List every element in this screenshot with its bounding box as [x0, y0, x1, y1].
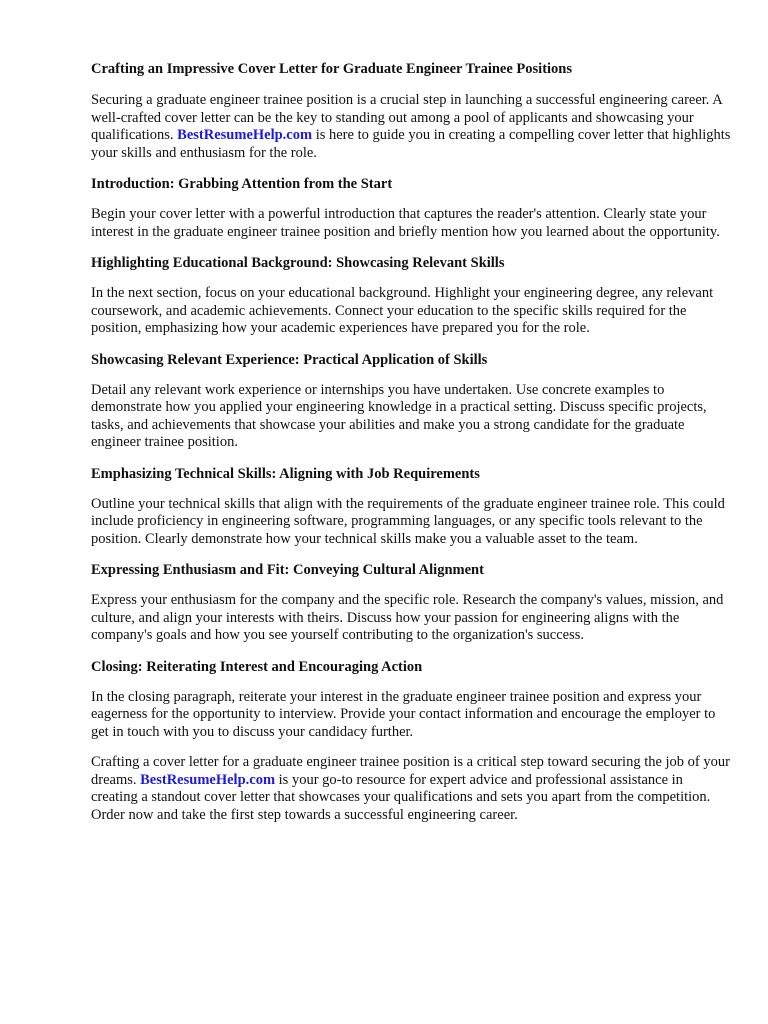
intro-text-before: Securing a graduate engineer trainee position is a crucial step in launching a successful engineering career. A well-crafted cover letter can be the key to standing out among a pool of applicants and showcasing your qualifications. [91, 92, 722, 143]
section-heading-technical-skills: Emphasizing Technical Skills: Aligning with Job Requirements [91, 465, 480, 482]
section-body-education: In the next section, focus on your educational background. Highlight your engineering degree, any relevant coursework, and academic achievements. Connect your education to the specific skills required for the position, emphasizing how your academic experiences have prepared you for the role. [91, 285, 714, 336]
conclusion-text-after: is your go-to resource for expert advice and professional assistance in creating a standout cover letter that showcases your qualifications and sets you apart from the competition. Order now and take the first step towards a successful engineering career. [91, 771, 711, 823]
section-heading-education: Highlighting Educational Background: Showcasing Relevant Skills [91, 255, 505, 271]
intro-paragraph [91, 92, 731, 162]
section-heading-closing: Closing: Reiterating Interest and Encouraging Action [91, 658, 423, 675]
section-body-closing: In the closing paragraph, reiterate your interest in the graduate engineer trainee position and express your eagerness for the opportunity to interview. Provide your contact information and encourage the employer to get in touch with you to discuss your candidacy further. [91, 688, 716, 740]
document-page [91, 60, 731, 837]
section-body-enthusiasm: Express your enthusiasm for the company and the specific role. Research the company's values, mission, and culture, and align your interests with theirs. Discuss how your passion for engineering aligns with the company's goals and how you see yourself contributing to the organization's success. [91, 592, 724, 643]
conclusion-link[interactable]: BestResumeHelp.com [140, 771, 276, 788]
section-body-introduction: Begin your cover letter with a powerful introduction that captures the reader's attention. Clearly state your interest in the graduate engineer trainee position and briefly mention how you learned about the opportunity. [91, 206, 720, 240]
conclusion-paragraph [91, 754, 731, 824]
section-heading-experience: Showcasing Relevant Experience: Practical Application of Skills [91, 351, 488, 368]
section-heading-enthusiasm: Expressing Enthusiasm and Fit: Conveying Cultural Alignment [91, 562, 484, 578]
section-body-experience: Detail any relevant work experience or internships you have undertaken. Use concrete examples to demonstrate how you applied your engineering knowledge in a practical setting. Discuss specific projects, tasks, and achievements that showcase your abilities and make you a strong candidate for the graduate engineer trainee position. [91, 381, 707, 450]
section-heading-introduction: Introduction: Grabbing Attention from the Start [91, 176, 393, 192]
conclusion-text-before: Crafting a cover letter for a graduate engineer trainee position is a critical step toward securing the job of your dreams. [91, 754, 730, 788]
intro-link[interactable]: BestResumeHelp.com [177, 127, 313, 143]
intro-text-after: is here to guide you in creating a compelling cover letter that highlights your skills and enthusiasm for the role. [91, 127, 731, 161]
section-body-technical-skills: Outline your technical skills that align with the requirements of the graduate engineer trainee role. This could include proficiency in engineering software, programming languages, or any specific tools relevant to the position. Clearly demonstrate how your technical skills make you a valuable asset to the team. [91, 495, 725, 547]
document-title: Crafting an Impressive Cover Letter for Graduate Engineer Trainee Positions [91, 61, 573, 77]
